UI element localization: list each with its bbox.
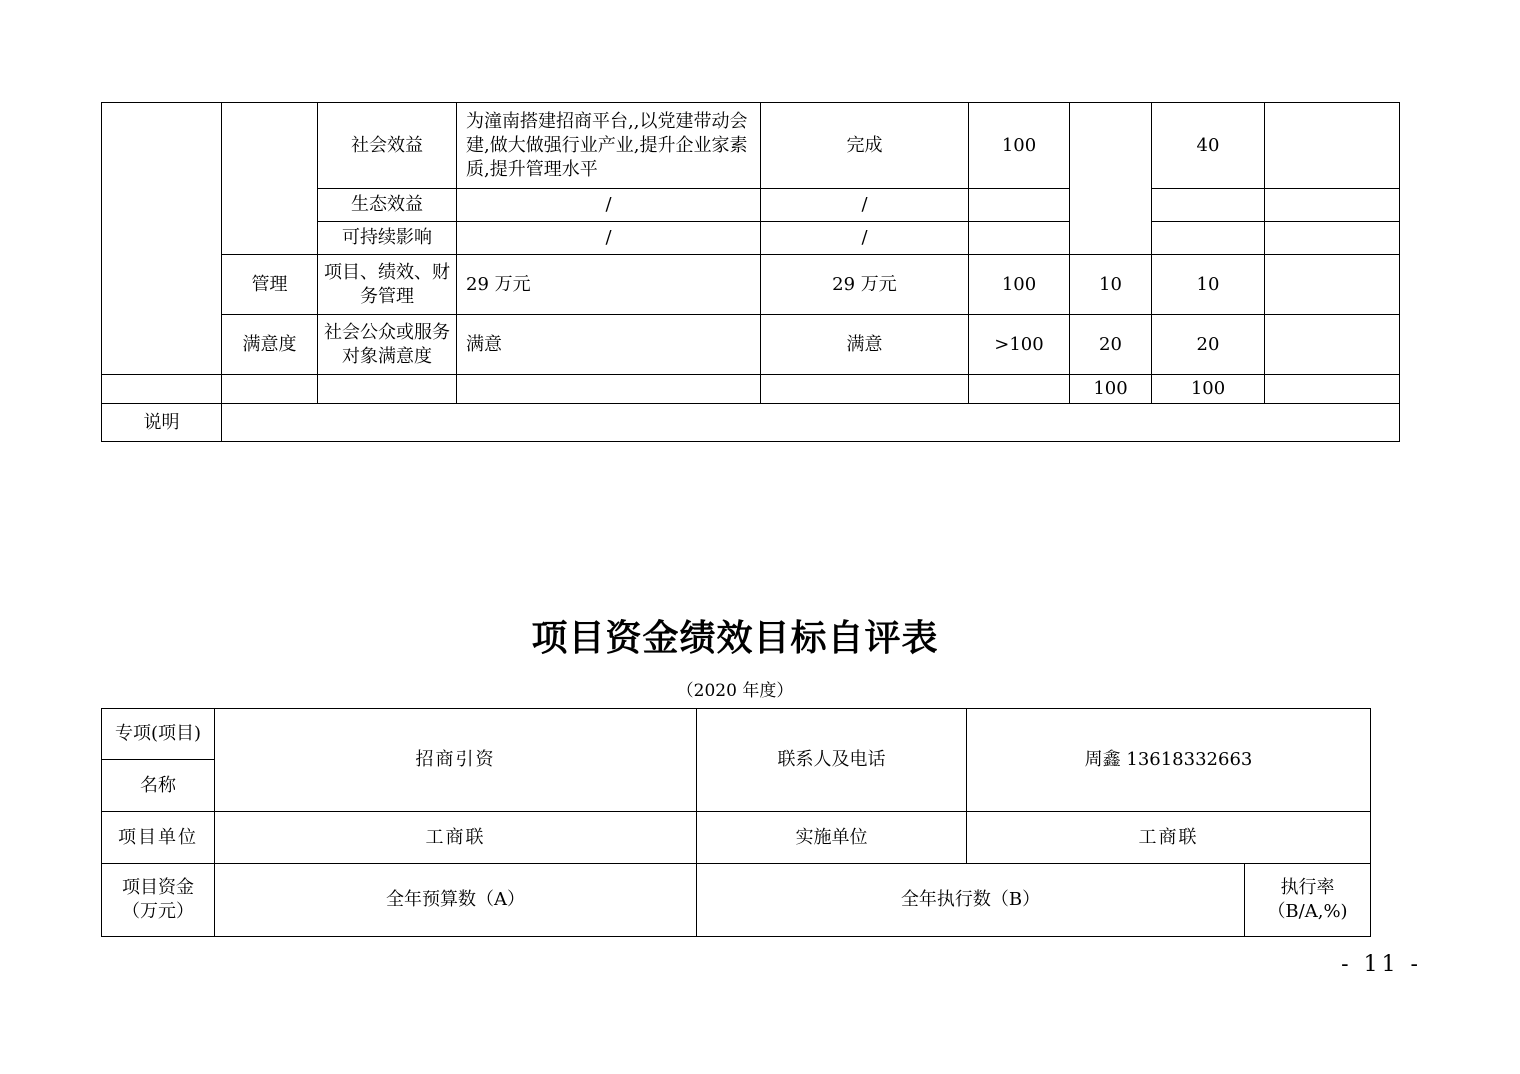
score-mgmt: 10	[1152, 255, 1265, 315]
budget-label: 全年预算数（A）	[215, 864, 697, 937]
category-satisfaction: 满意度	[222, 315, 318, 375]
target-eco: /	[457, 189, 761, 222]
level1-cell	[102, 103, 222, 375]
rate-satisfaction: >100	[969, 315, 1070, 375]
target-sustain: /	[457, 222, 761, 255]
indicator-social: 社会效益	[318, 103, 457, 189]
indicator-eco: 生态效益	[318, 189, 457, 222]
level2-cell	[222, 103, 318, 255]
actual-eco: /	[761, 189, 969, 222]
actual-social: 完成	[761, 103, 969, 189]
target-satisfaction: 满意	[457, 315, 761, 375]
fund-label: 项目资金（万元）	[102, 864, 215, 937]
project-label: 专项(项目)	[102, 709, 215, 760]
project-name: 招商引资	[215, 709, 697, 812]
rate-mgmt: 100	[969, 255, 1070, 315]
total-cell	[222, 375, 318, 404]
rate-sustain	[969, 222, 1070, 255]
weight-mgmt: 10	[1070, 255, 1152, 315]
total-weight: 100	[1070, 375, 1152, 404]
rate-social: 100	[969, 103, 1070, 189]
target-mgmt: 29 万元	[457, 255, 761, 315]
category-mgmt: 管理	[222, 255, 318, 315]
remark-social	[1265, 103, 1400, 189]
actual-sustain: /	[761, 222, 969, 255]
target-social: 为潼南搭建招商平台,,以党建带动会建,做大做强行业产业,提升企业家素质,提升管理水平	[457, 103, 761, 189]
score-satisfaction: 20	[1152, 315, 1265, 375]
total-cell	[761, 375, 969, 404]
remark-mgmt	[1265, 255, 1400, 315]
name-label: 名称	[102, 760, 215, 812]
performance-table-continued	[101, 102, 1400, 442]
note-label: 说明	[102, 404, 222, 442]
actual-mgmt: 29 万元	[761, 255, 969, 315]
impl-value: 工商联	[967, 812, 1371, 864]
weight-satisfaction: 20	[1070, 315, 1152, 375]
remark-satisfaction	[1265, 315, 1400, 375]
self-evaluation-table	[101, 708, 1371, 937]
unit-label: 项目单位	[102, 812, 215, 864]
page-title: 项目资金绩效目标自评表	[531, 617, 939, 659]
total-score: 100	[1152, 375, 1265, 404]
score-social: 40	[1152, 103, 1265, 189]
total-cell	[1265, 375, 1400, 404]
total-cell	[969, 375, 1070, 404]
total-cell	[457, 375, 761, 404]
remark-eco	[1265, 189, 1400, 222]
contact-label: 联系人及电话	[697, 709, 967, 812]
indicator-mgmt: 项目、绩效、财务管理	[318, 255, 457, 315]
indicator-sustain: 可持续影响	[318, 222, 457, 255]
weight-eco	[1070, 189, 1152, 222]
contact-value: 周鑫 13618332663	[967, 709, 1371, 812]
weight-social	[1070, 103, 1152, 189]
total-cell	[102, 375, 222, 404]
score-sustain	[1152, 222, 1265, 255]
rate-eco	[969, 189, 1070, 222]
weight-sustain	[1070, 222, 1152, 255]
indicator-satisfaction: 社会公众或服务对象满意度	[318, 315, 457, 375]
actual-satisfaction: 满意	[761, 315, 969, 375]
impl-label: 实施单位	[697, 812, 967, 864]
page-number: - 11 -	[1341, 952, 1422, 977]
exec-label: 全年执行数（B）	[697, 864, 1245, 937]
remark-sustain	[1265, 222, 1400, 255]
unit-value: 工商联	[215, 812, 697, 864]
year-subtitle: （2020 年度）	[676, 681, 794, 701]
score-eco	[1152, 189, 1265, 222]
rate-label: 执行率（B/A,%)	[1245, 864, 1371, 937]
total-cell	[318, 375, 457, 404]
note-content	[222, 404, 1400, 442]
